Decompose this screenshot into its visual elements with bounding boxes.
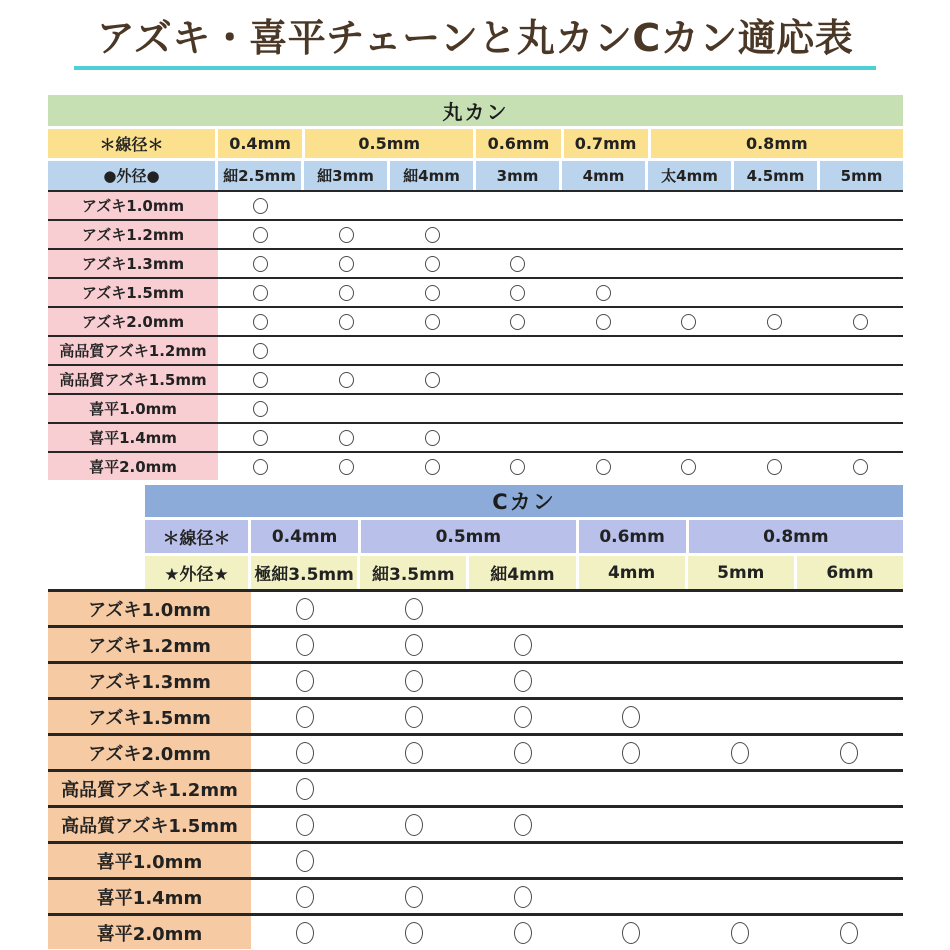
marukan-outer-row xyxy=(48,161,903,190)
compat-cell xyxy=(218,192,304,219)
chain-row xyxy=(48,769,903,805)
compat-mark-circle xyxy=(767,314,782,330)
ckan-outer-row xyxy=(48,556,903,589)
wire-diameter-label: ＊線径＊ xyxy=(48,129,218,158)
compat-cell xyxy=(561,453,647,480)
compat-cell xyxy=(304,395,390,422)
compat-mark-circle xyxy=(853,459,868,475)
chain-row-label: アズキ2.0mm xyxy=(48,736,251,769)
compat-mark-circle xyxy=(405,598,423,620)
compat-cell xyxy=(577,844,686,877)
compat-cell xyxy=(577,700,686,733)
chain-row xyxy=(48,589,903,625)
compat-cell xyxy=(732,337,818,364)
compat-cell xyxy=(794,844,903,877)
compat-mark-circle xyxy=(296,634,314,656)
compat-cell xyxy=(304,250,390,277)
compat-cell xyxy=(304,453,390,480)
chain-row-label: 高品質アズキ1.2mm xyxy=(48,772,251,805)
compat-cell xyxy=(251,700,360,733)
compat-cell xyxy=(577,772,686,805)
compat-cell xyxy=(389,250,475,277)
chain-row-label: 喜平1.4mm xyxy=(48,424,218,451)
compat-cell xyxy=(360,736,469,769)
compat-cell xyxy=(475,250,561,277)
compat-mark-circle xyxy=(253,198,268,214)
compat-mark-circle xyxy=(253,285,268,301)
compat-cell xyxy=(218,337,304,364)
compat-cell xyxy=(646,221,732,248)
compat-cell xyxy=(304,279,390,306)
compat-cell xyxy=(794,916,903,949)
compat-cell xyxy=(817,395,903,422)
compat-cell xyxy=(561,337,647,364)
outer-size-header: 細3.5mm xyxy=(360,556,469,589)
compat-cell xyxy=(475,279,561,306)
chain-row-label: アズキ1.0mm xyxy=(48,192,218,219)
compat-cell xyxy=(561,308,647,335)
compat-cell xyxy=(251,844,360,877)
chain-row xyxy=(48,364,903,393)
chain-row xyxy=(48,877,903,913)
compat-mark-circle xyxy=(405,922,423,944)
compat-cell xyxy=(561,250,647,277)
chain-row-label: アズキ1.3mm xyxy=(48,250,218,277)
compat-cell xyxy=(794,736,903,769)
compat-cell xyxy=(389,337,475,364)
compat-cell xyxy=(646,308,732,335)
compat-cell xyxy=(817,337,903,364)
compat-cell xyxy=(304,424,390,451)
compat-mark-circle xyxy=(731,742,749,764)
chain-row-label: アズキ2.0mm xyxy=(48,308,218,335)
ckan-compatibility-table xyxy=(48,485,903,949)
compat-cell xyxy=(218,308,304,335)
compat-cell xyxy=(646,279,732,306)
compat-cell xyxy=(817,250,903,277)
compat-cell xyxy=(475,192,561,219)
compat-cell xyxy=(732,192,818,219)
compat-cell xyxy=(304,221,390,248)
chain-row-label: 喜平2.0mm xyxy=(48,916,251,949)
compat-cell xyxy=(389,279,475,306)
compat-cell xyxy=(218,366,304,393)
compat-mark-circle xyxy=(253,459,268,475)
chain-row xyxy=(48,422,903,451)
compat-cell xyxy=(686,628,795,661)
compat-cell xyxy=(686,736,795,769)
compat-mark-circle xyxy=(681,314,696,330)
wire-diameter-label: ＊線径＊ xyxy=(145,520,251,553)
compat-cell xyxy=(794,808,903,841)
outer-size-header: 5mm xyxy=(820,161,903,190)
compat-cell xyxy=(646,453,732,480)
compat-mark-circle xyxy=(425,227,440,243)
compat-mark-circle xyxy=(425,372,440,388)
compat-cell xyxy=(468,880,577,913)
compat-cell xyxy=(360,700,469,733)
compat-cell xyxy=(468,592,577,625)
compat-cell xyxy=(732,395,818,422)
compat-mark-circle xyxy=(405,706,423,728)
compat-mark-circle xyxy=(681,459,696,475)
outer-size-header: 細3mm xyxy=(304,161,390,190)
wire-size-header: 0.5mm xyxy=(361,520,578,553)
compat-mark-circle xyxy=(253,227,268,243)
chain-row xyxy=(48,248,903,277)
compat-cell xyxy=(794,664,903,697)
compat-cell xyxy=(646,337,732,364)
compat-cell xyxy=(360,844,469,877)
compat-cell xyxy=(732,366,818,393)
chain-row-label: アズキ1.0mm xyxy=(48,592,251,625)
compat-mark-circle xyxy=(253,401,268,417)
title-block xyxy=(0,12,950,70)
compat-cell xyxy=(389,453,475,480)
chain-row xyxy=(48,306,903,335)
chain-row xyxy=(48,913,903,949)
ckan-wire-row xyxy=(48,520,903,553)
compat-cell xyxy=(304,192,390,219)
compat-cell xyxy=(251,592,360,625)
compat-mark-circle xyxy=(596,459,611,475)
outer-size-header: 5mm xyxy=(688,556,797,589)
compat-mark-circle xyxy=(510,314,525,330)
compat-cell xyxy=(686,772,795,805)
compat-mark-circle xyxy=(339,372,354,388)
compat-cell xyxy=(794,628,903,661)
outer-size-header: 細4mm xyxy=(390,161,476,190)
chain-row xyxy=(48,697,903,733)
outer-size-header: 細2.5mm xyxy=(218,161,304,190)
compat-mark-circle xyxy=(425,314,440,330)
compat-cell xyxy=(218,395,304,422)
chain-row-label: アズキ1.2mm xyxy=(48,628,251,661)
compat-cell xyxy=(561,395,647,422)
chain-row xyxy=(48,451,903,480)
compat-cell xyxy=(389,308,475,335)
compat-mark-circle xyxy=(731,922,749,944)
compat-cell xyxy=(251,916,360,949)
compat-mark-circle xyxy=(425,285,440,301)
compat-cell xyxy=(686,880,795,913)
outer-size-header: 4mm xyxy=(562,161,648,190)
compat-cell xyxy=(475,337,561,364)
compat-mark-circle xyxy=(514,922,532,944)
compat-cell xyxy=(646,192,732,219)
wire-size-header: 0.8mm xyxy=(689,520,903,553)
compat-mark-circle xyxy=(514,634,532,656)
compat-cell xyxy=(686,844,795,877)
chain-row-label: 高品質アズキ1.5mm xyxy=(48,808,251,841)
compat-cell xyxy=(475,424,561,451)
wire-size-header: 0.7mm xyxy=(564,129,651,158)
wire-size-header: 0.8mm xyxy=(651,129,903,158)
compat-cell xyxy=(218,453,304,480)
compat-cell xyxy=(389,192,475,219)
compat-cell xyxy=(817,192,903,219)
compat-mark-circle xyxy=(853,314,868,330)
chain-row xyxy=(48,219,903,248)
compat-cell xyxy=(732,453,818,480)
chain-row xyxy=(48,625,903,661)
compat-mark-circle xyxy=(253,430,268,446)
outer-size-header: 細4mm xyxy=(469,556,578,589)
compat-cell xyxy=(646,366,732,393)
compat-cell xyxy=(475,453,561,480)
wire-size-header: 0.4mm xyxy=(218,129,305,158)
compat-mark-circle xyxy=(296,706,314,728)
compat-cell xyxy=(218,279,304,306)
chain-row-label: アズキ1.3mm xyxy=(48,664,251,697)
compat-cell xyxy=(817,453,903,480)
compat-cell xyxy=(561,424,647,451)
compat-cell xyxy=(389,424,475,451)
compat-cell xyxy=(389,221,475,248)
compat-cell xyxy=(304,308,390,335)
chain-row-label: 喜平1.0mm xyxy=(48,395,218,422)
marukan-compatibility-table xyxy=(48,95,903,480)
chain-row-label: 高品質アズキ1.5mm xyxy=(48,366,218,393)
compat-cell xyxy=(577,592,686,625)
compat-cell xyxy=(468,664,577,697)
compat-mark-circle xyxy=(596,285,611,301)
outer-size-header: 4mm xyxy=(579,556,688,589)
compat-cell xyxy=(360,664,469,697)
compat-cell xyxy=(304,337,390,364)
compat-mark-circle xyxy=(296,850,314,872)
compat-cell xyxy=(251,772,360,805)
compat-cell xyxy=(794,592,903,625)
chain-row xyxy=(48,393,903,422)
outer-diameter-label: ★外径★ xyxy=(145,556,251,589)
compat-mark-circle xyxy=(514,886,532,908)
compat-mark-circle xyxy=(296,670,314,692)
compat-cell xyxy=(468,844,577,877)
outer-size-header: 3mm xyxy=(476,161,562,190)
compat-cell xyxy=(686,916,795,949)
compat-cell xyxy=(646,395,732,422)
compat-cell xyxy=(218,221,304,248)
compat-mark-circle xyxy=(405,742,423,764)
compat-cell xyxy=(475,395,561,422)
compat-cell xyxy=(389,366,475,393)
chain-row xyxy=(48,661,903,697)
chain-row xyxy=(48,805,903,841)
compat-mark-circle xyxy=(514,706,532,728)
compat-mark-circle xyxy=(253,343,268,359)
compat-mark-circle xyxy=(840,922,858,944)
compat-cell xyxy=(561,192,647,219)
ckan-header-spacer xyxy=(48,485,145,517)
title-underline xyxy=(74,66,876,70)
compat-cell xyxy=(218,250,304,277)
wire-size-header: 0.5mm xyxy=(305,129,476,158)
chain-row-label: アズキ1.5mm xyxy=(48,700,251,733)
compat-mark-circle xyxy=(596,314,611,330)
compat-mark-circle xyxy=(840,742,858,764)
compat-cell xyxy=(389,395,475,422)
marukan-table-title: 丸カン xyxy=(48,95,903,126)
compat-mark-circle xyxy=(622,922,640,944)
outer-size-header: 6mm xyxy=(797,556,903,589)
compat-mark-circle xyxy=(622,706,640,728)
compat-cell xyxy=(577,664,686,697)
compat-cell xyxy=(468,736,577,769)
compat-cell xyxy=(468,916,577,949)
ckan-title-row xyxy=(48,485,903,517)
compat-cell xyxy=(360,880,469,913)
compat-mark-circle xyxy=(296,814,314,836)
compat-cell xyxy=(468,772,577,805)
compat-cell xyxy=(360,772,469,805)
compat-cell xyxy=(577,916,686,949)
chain-row xyxy=(48,277,903,306)
compat-mark-circle xyxy=(425,430,440,446)
compat-mark-circle xyxy=(339,459,354,475)
compat-cell xyxy=(732,424,818,451)
compat-mark-circle xyxy=(622,742,640,764)
outer-size-header: 太4mm xyxy=(648,161,734,190)
compat-cell xyxy=(360,592,469,625)
chain-row-label: アズキ1.5mm xyxy=(48,279,218,306)
compat-cell xyxy=(475,366,561,393)
compat-cell xyxy=(732,279,818,306)
outer-size-header: 4.5mm xyxy=(734,161,820,190)
compat-mark-circle xyxy=(510,285,525,301)
compat-mark-circle xyxy=(514,742,532,764)
compat-cell xyxy=(360,808,469,841)
compat-mark-circle xyxy=(405,670,423,692)
ckan-wire-spacer xyxy=(48,520,145,553)
compat-cell xyxy=(732,308,818,335)
compat-mark-circle xyxy=(339,256,354,272)
compat-cell xyxy=(561,366,647,393)
outer-size-header: 極細3.5mm xyxy=(251,556,360,589)
chain-row-label: 喜平2.0mm xyxy=(48,453,218,480)
compat-cell xyxy=(794,880,903,913)
compat-cell xyxy=(646,250,732,277)
compat-cell xyxy=(817,279,903,306)
chain-row-label: 喜平1.0mm xyxy=(48,844,251,877)
compat-cell xyxy=(468,808,577,841)
compat-cell xyxy=(360,916,469,949)
compat-cell xyxy=(794,772,903,805)
compat-cell xyxy=(304,366,390,393)
wire-size-header: 0.6mm xyxy=(579,520,689,553)
compat-mark-circle xyxy=(510,459,525,475)
compat-cell xyxy=(251,628,360,661)
compat-cell xyxy=(794,700,903,733)
compat-cell xyxy=(360,628,469,661)
compat-mark-circle xyxy=(339,285,354,301)
chain-row xyxy=(48,190,903,219)
compat-mark-circle xyxy=(425,256,440,272)
compat-mark-circle xyxy=(339,314,354,330)
compat-cell xyxy=(686,592,795,625)
compat-cell xyxy=(475,221,561,248)
compat-cell xyxy=(817,221,903,248)
compat-mark-circle xyxy=(510,256,525,272)
compat-mark-circle xyxy=(425,459,440,475)
compat-mark-circle xyxy=(296,886,314,908)
compat-cell xyxy=(646,424,732,451)
compat-cell xyxy=(561,221,647,248)
marukan-wire-row xyxy=(48,129,903,158)
compat-cell xyxy=(577,628,686,661)
compat-mark-circle xyxy=(405,634,423,656)
compat-cell xyxy=(817,424,903,451)
compat-cell xyxy=(561,279,647,306)
compat-mark-circle xyxy=(296,742,314,764)
compat-mark-circle xyxy=(296,598,314,620)
ckan-table-title: Cカン xyxy=(145,485,903,517)
compat-mark-circle xyxy=(253,372,268,388)
outer-diameter-label: ●外径● xyxy=(48,161,218,190)
compat-cell xyxy=(732,221,818,248)
compat-cell xyxy=(468,700,577,733)
compat-cell xyxy=(251,736,360,769)
compat-cell xyxy=(817,366,903,393)
compat-mark-circle xyxy=(514,670,532,692)
marukan-title-row xyxy=(48,95,903,126)
chain-row-label: アズキ1.2mm xyxy=(48,221,218,248)
compat-cell xyxy=(577,808,686,841)
compat-cell xyxy=(817,308,903,335)
compat-mark-circle xyxy=(405,886,423,908)
compat-mark-circle xyxy=(253,256,268,272)
compat-mark-circle xyxy=(339,227,354,243)
compat-cell xyxy=(686,664,795,697)
compat-cell xyxy=(686,700,795,733)
compat-cell xyxy=(732,250,818,277)
compat-cell xyxy=(251,664,360,697)
chain-row xyxy=(48,733,903,769)
compat-cell xyxy=(218,424,304,451)
chain-row-label: 喜平1.4mm xyxy=(48,880,251,913)
page-title: アズキ・喜平チェーンと丸カンCカン適応表 xyxy=(96,16,854,60)
compat-mark-circle xyxy=(296,922,314,944)
chain-row xyxy=(48,841,903,877)
compat-mark-circle xyxy=(339,430,354,446)
chain-row xyxy=(48,335,903,364)
compat-cell xyxy=(251,808,360,841)
compat-mark-circle xyxy=(296,778,314,800)
compat-cell xyxy=(475,308,561,335)
compat-cell xyxy=(468,628,577,661)
compat-cell xyxy=(251,880,360,913)
compat-mark-circle xyxy=(253,314,268,330)
wire-size-header: 0.4mm xyxy=(251,520,361,553)
compat-mark-circle xyxy=(405,814,423,836)
compat-cell xyxy=(686,808,795,841)
ckan-outer-spacer xyxy=(48,556,145,589)
compat-cell xyxy=(577,880,686,913)
compat-mark-circle xyxy=(767,459,782,475)
compat-mark-circle xyxy=(514,814,532,836)
compat-cell xyxy=(577,736,686,769)
wire-size-header: 0.6mm xyxy=(476,129,563,158)
chain-row-label: 高品質アズキ1.2mm xyxy=(48,337,218,364)
